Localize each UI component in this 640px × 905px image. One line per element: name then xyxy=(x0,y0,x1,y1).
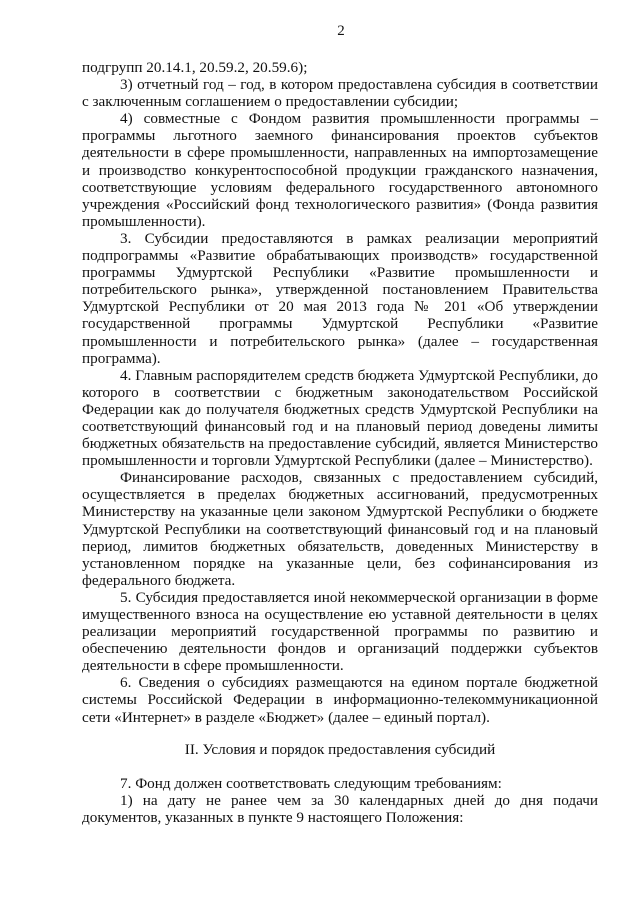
paragraph-reporting-year: 3) отчетный год – год, в котором предоставлена субсидия в соответствии с заключенным соглашением о предоставлении субсидии; xyxy=(82,76,598,111)
paragraph-item-7: 7. Фонд должен соответствовать следующим требованиям: xyxy=(120,774,502,792)
paragraph-item-6: 6. Сведения о субсидиях размещаются на едином портале бюджетной системы Российской Федерации в информационно-телекоммуникационной сети «Интернет» в разделе «Бюджет» (далее – единый портал). xyxy=(82,674,598,726)
paragraph-joint-programs: 4) совместные с Фондом развития промышленности программы – программы льготного заемного финансирования проектов субъектов деятельности в сфере промышленности, направленных на импортозамещение и производство конкурентоспособной продукции гражданского назначения, соответствующие условиям федерального государственного автономного учреждения «Российский фонд технологического развития» (Фонда развития промышленности). xyxy=(82,110,598,230)
document-page xyxy=(82,22,598,826)
paragraph-financing: Финансирование расходов, связанных с предоставлением субсидий, осуществляется в пределах бюджетных ассигнований, предусмотренных Министерству на указанные цели законом Удмуртской Республики о бюджете Удмуртской Республики на соответствующий финансовый год и на плановый период, лимитов бюджетных обязательств, доведенных Министерству в установленном порядке на указанные цели, без софинансирования из федерального бюджета. xyxy=(82,469,598,589)
paragraph-subgroups: подгрупп 20.14.1, 20.59.2, 20.59.6); xyxy=(82,59,308,76)
section-heading: II. Условия и порядок предоставления субсидий xyxy=(184,740,496,758)
paragraph-item-5: 5. Субсидия предоставляется иной некоммерческой организации в форме имущественного взноса на осуществление ею уставной деятельности в целях реализации мероприятий государственной программы по развитию и обеспечению деятельности фондов и организаций поддержки субъектов деятельности в сфере промышленности. xyxy=(82,588,598,675)
paragraph-item-3: 3. Субсидии предоставляются в рамках реализации мероприятий подпрограммы «Развитие обрабатывающих производств» государственной программы Удмуртской Республики «Развитие промышленности и потребительского рынка», утвержденной постановлением Правительства Удмуртской Республики от 20 мая 2013 года № 201 «Об утверждении государственной программы Удмуртской Республики «Развитие промышленности и потребительского рынка» (далее – государственная программа). xyxy=(82,229,598,367)
paragraph-requirement-1: 1) на дату не ранее чем за 30 календарных дней до дня подачи документов, указанных в пункте 9 настоящего Положения: xyxy=(82,791,598,826)
paragraph-item-4: 4. Главным распорядителем средств бюджета Удмуртской Республики, до которого в соответствии с бюджетным законодательством Российской Федерации как до получателя бюджетных средств Удмуртской Республики на соответствующий финансовый год и на плановый период доведены лимиты бюджетных обязательств на предоставление субсидий, является Министерство промышленности и торговли Удмуртской Республики (далее – Министерство). xyxy=(82,366,598,470)
page-number: 2 xyxy=(337,23,345,39)
